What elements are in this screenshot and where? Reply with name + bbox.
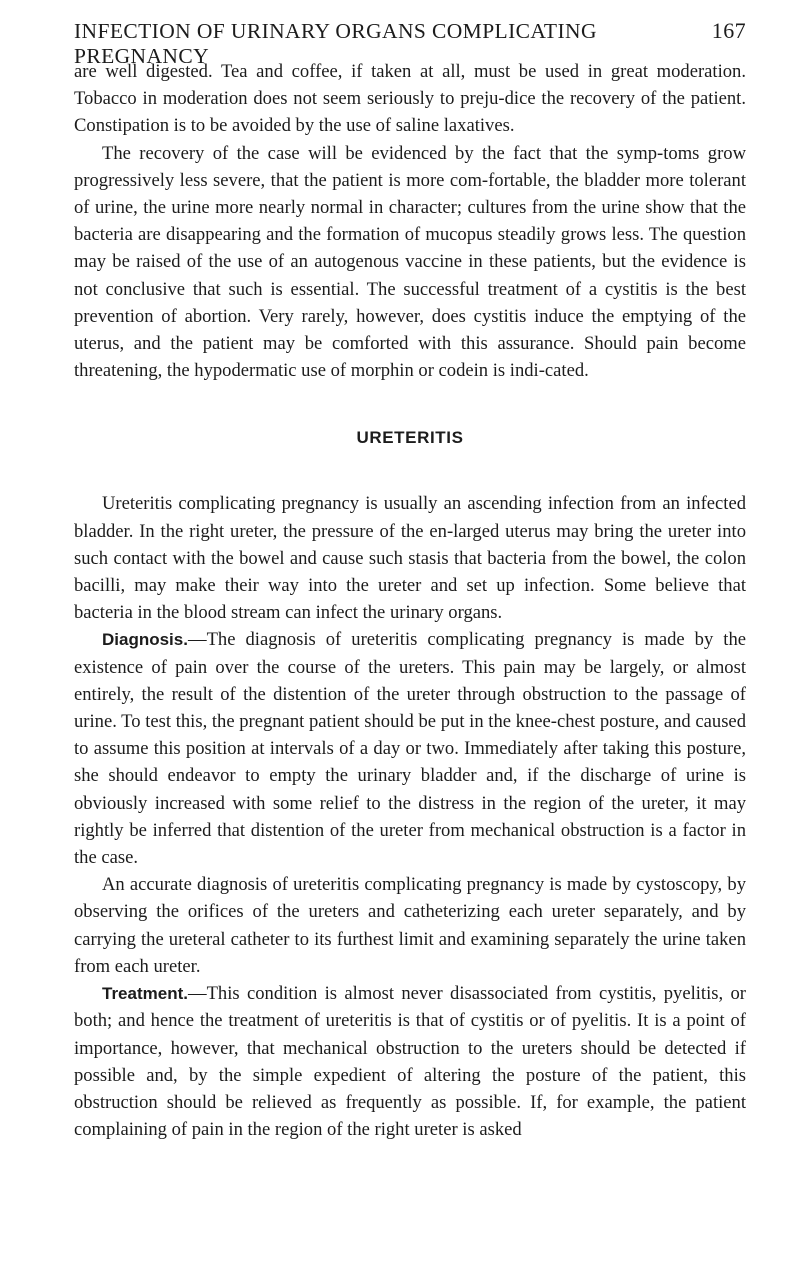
diagnosis-runin-heading: Diagnosis. bbox=[102, 630, 188, 650]
paragraph-cystoscopy: An accurate diagnosis of ureteritis complicating pregnancy is made by cystoscopy, by observing the orifices of the ureters and catheterizing each ureter separately, and by carrying the ureteral catheter to its furthest limit and examining separately the urine taken from each ureter. bbox=[74, 874, 746, 977]
page-number: 167 bbox=[711, 18, 746, 43]
paragraph-ureteritis-intro: Ureteritis complicating pregnancy is usually an ascending infection from an infected bladder. In the right ureter, the pressure of the en-larged uterus may bring the ureter into such contact with the bowel and cause such stasis that bacteria from the bowel, the colon bacilli, may make their way into the ureter and set up infection. Some believe that bacteria in the blood stream can infect the urinary organs. bbox=[74, 493, 746, 624]
section-heading-ureteritis: URETERITIS bbox=[356, 428, 464, 448]
book-page bbox=[74, 18, 746, 1143]
paragraph-diet: are well digested. Tea and coffee, if taken at all, must be used in great moderation. Tobacco in moderation does not seem seriously to preju-dice the recovery of the patient. Constipation is to be avoided by the use of saline laxatives. bbox=[74, 61, 746, 137]
diagnosis-text: —The diagnosis of ureteritis complicating pregnancy is made by the existence of pain over the course of the ureters. This pain may be largely, or almost entirely, the result of the distention of the ureter through obstruction to the passage of urine. To test this, the pregnant patient should be put in the knee-chest posture, and caused to assume this position at intervals of a day or two. Immediately after taking this posture, she should endeavor to empty the urinary bladder and, if the discharge of urine is obviously increased with some relief to the distress in the region of the ureter, it may rightly be inferred that distention of the ureter from mechanical obstruction is a factor in the case. bbox=[74, 629, 746, 869]
treatment-runin-heading: Treatment. bbox=[102, 984, 188, 1004]
paragraph-diagnosis bbox=[74, 626, 746, 871]
treatment-text: —This condition is almost never disassociated from cystitis, pyelitis, or both; and hence the treatment of ureteritis is that of cystitis or of pyelitis. It is a point of importance, however, that mechanical obstruction to the ureters should be detected if possible and, by the simple expedient of altering the posture of the patient, this obstruction should be relieved as frequently as possible. If, for example, the patient complaining of pain in the region of the right ureter is asked bbox=[74, 983, 746, 1141]
running-head-title: INFECTION OF URINARY ORGANS COMPLICATING PREGNANCY bbox=[74, 19, 597, 68]
running-head bbox=[74, 18, 746, 68]
paragraph-treatment bbox=[74, 980, 746, 1143]
paragraph-recovery: The recovery of the case will be evidenced by the fact that the symp-toms grow progressively less severe, that the patient is more com-fortable, the bladder more tolerant of urine, the urine more nearly normal in character; cultures from the urine show that the bacteria are disappearing and the formation of mucopus steadily grows less. The question may be raised of the use of an autogenous vaccine in these patients, but the evidence is not conclusive that such is essential. The successful treatment of a cystitis is the best prevention of abortion. Very rarely, however, does cystitis induce the emptying of the uterus, and the patient may be comforted with this assurance. Should pain become threatening, the hypodermatic use of morphin or codein is indi-cated. bbox=[74, 142, 746, 382]
